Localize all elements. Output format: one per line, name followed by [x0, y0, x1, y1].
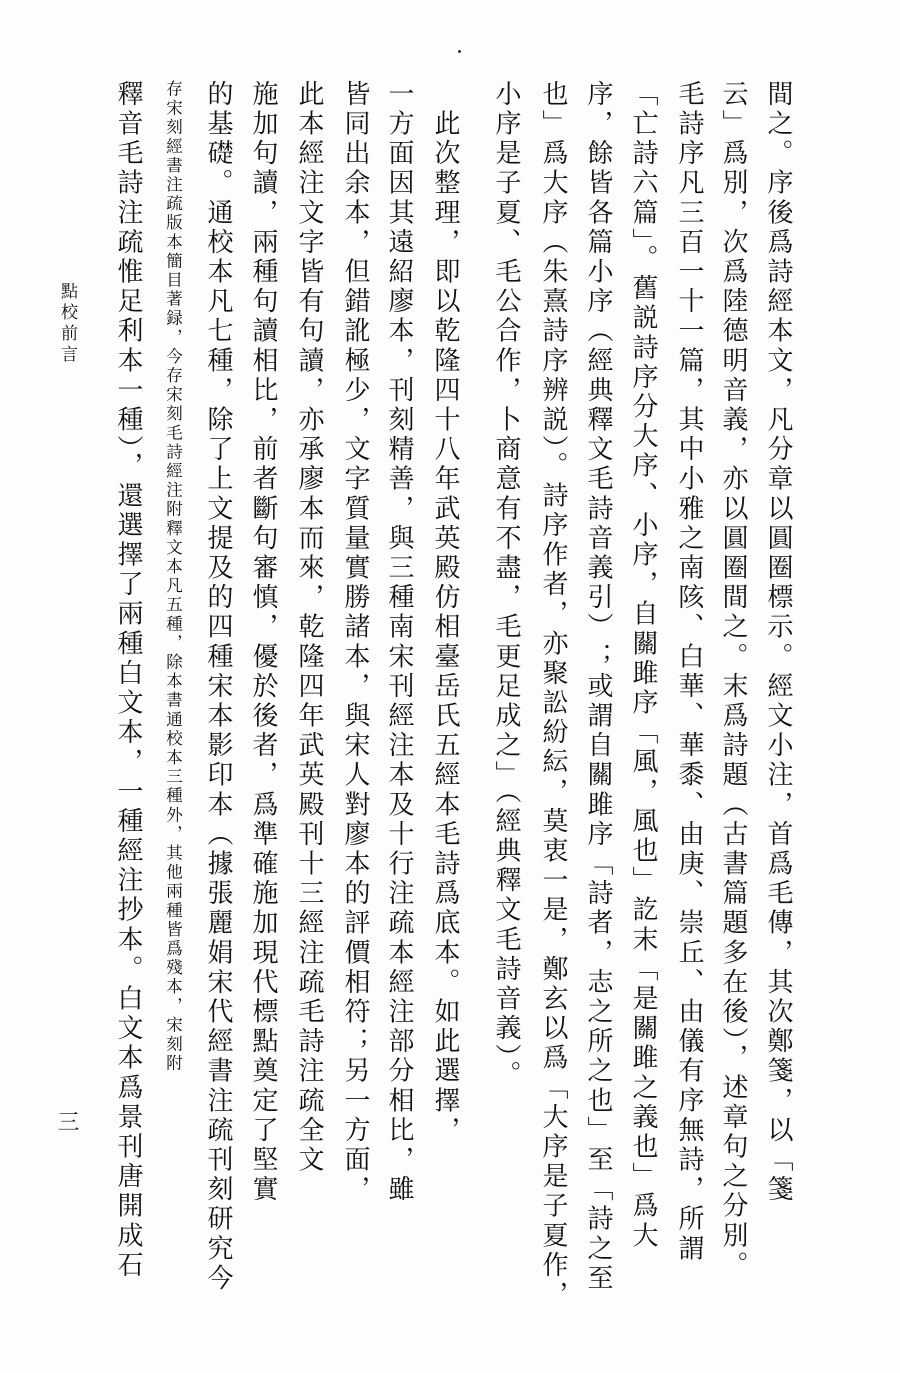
- print-speck: [458, 50, 461, 53]
- text-column: 間之。序後爲詩經本文，凡分章以圓圈標示。經文小注，首爲毛傳，其次鄭箋，以「箋: [763, 80, 793, 1205]
- text-column: 也」爲大序（朱熹詩序辨説）。詩序作者，亦聚訟紛紜，莫衷一是，鄭玄以爲「大序是子夏作，: [538, 80, 568, 1311]
- text-column: 「亡詩六篇」。舊説詩序分大序、小序，自關雎序「風，風也」訖末「是關雎之義也」爲大: [628, 80, 658, 1251]
- running-head: 點校前言: [57, 282, 77, 366]
- page-number: 三: [54, 1110, 79, 1132]
- text-column: 此次整理，即以乾隆四十八年武英殿仿相臺岳氏五經本毛詩爲底本。如此選擇，: [430, 80, 460, 1146]
- text-column: 一方面因其遠紹廖本，刊刻精善，與三種南宋刊經注本及十行注疏本經注部分相比，雖: [384, 80, 414, 1205]
- text-column: 施加句讀，兩種句讀相比，前者斷句審慎，優於後者，爲準確施加現代標點奠定了堅實: [248, 80, 278, 1205]
- text-column: 毛詩序凡三百一十一篇，其中小雅之南陔、白華、華黍、由庚、崇丘、由儀有序無詩，所謂: [674, 80, 704, 1264]
- text-column: 皆同出余本，但錯訛極少，文字質量實勝諸本，與宋人對廖本的評價相符；另一方面，: [340, 80, 370, 1205]
- note-column: 存宋刻經書注疏版本簡目著録，今存宋刻毛詩經注附釋文本凡五種，除本書通校本三種外，其他兩種皆爲殘本，宋刻附: [163, 80, 183, 1074]
- text-column: 的基礎。通校本凡七種，除了上文提及的四種宋本影印本（據張麗娟宋代經書注疏刊刻研究今: [203, 80, 233, 1294]
- text-column: 釋音毛詩注疏惟足利本一種），還選擇了兩種白文本，一種經注抄本。白文本爲景刊唐開成石: [113, 80, 143, 1281]
- text-column: 小序是子夏、毛公合作，卜商意有不盡，毛更足成之」（經典釋文毛詩音義）。: [491, 80, 521, 1090]
- text-column: 云」爲別，次爲陸德明音義，亦以圓圈間之。末爲詩題（古書篇題多在後），述章句之分別。: [718, 80, 748, 1281]
- text-column: 此本經注文字皆有句讀，亦承廖本而來，乾隆四年武英殿刊十三經注疏毛詩注疏全文: [294, 80, 324, 1176]
- text-column: 序，餘皆各篇小序（經典釋文毛詩音義引）；或謂自關雎序「詩者，志之所之也」至「詩之至: [583, 80, 613, 1294]
